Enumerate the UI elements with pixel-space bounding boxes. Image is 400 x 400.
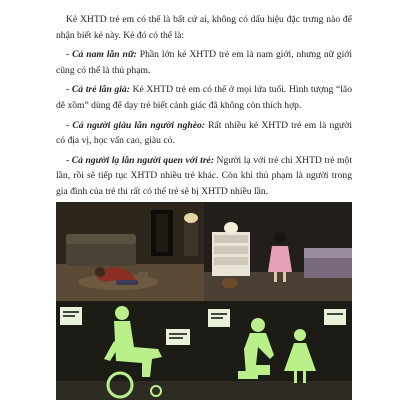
- list-item-lead: - Cả người giàu lẫn người nghèo:: [66, 119, 205, 131]
- list-item-lead: - Cả trẻ lẫn già:: [66, 84, 130, 96]
- list-item-familiarity: [56, 153, 352, 200]
- list-item-body: Người lạ với trẻ chỉ XHTD trẻ một lần, rồi sẽ tiếp tục XHTD nhiều trẻ khác. Còn khi thủ phạm là người trong gia đình của trẻ thì rất có thể trẻ sẽ bị XHTD nhiều lần.: [56, 154, 352, 197]
- wheelchair-silhouette-image: [56, 301, 204, 400]
- girl-in-bedroom-scene: [204, 202, 352, 301]
- list-item-wealth: [56, 118, 352, 149]
- kneeling-man-girl-silhouette-scene: [204, 301, 352, 400]
- kneeling-man-girl-silhouette-image: [204, 301, 352, 400]
- intro-paragraph: [56, 12, 352, 43]
- list-item-body: Phần lớn kẻ XHTD trẻ em là nam giới, nhưng nữ giới cũng có thể là thủ phạm.: [56, 49, 353, 76]
- wheelchair-silhouette-scene: [56, 301, 204, 400]
- article-text: [56, 12, 352, 204]
- list-item-body: Rất nhiều kẻ XHTD trẻ em là người có địa vị, học vấn cao, giàu có.: [56, 119, 352, 147]
- list-item-lead: - Cả nam lẫn nữ:: [66, 49, 137, 61]
- girl-in-bedroom-image: [204, 202, 352, 301]
- list-item-age: [56, 82, 352, 113]
- boy-on-floor-scene: [56, 202, 204, 301]
- illustration-collage: [56, 202, 352, 400]
- list-item-lead: - Cả người lạ lẫn người quen với trẻ:: [66, 154, 215, 166]
- intro-text: Kẻ XHTD trẻ em có thể là bất cứ ai, không có dấu hiệu đặc trưng nào để nhận biết kẻ này. Kẻ đó có thể là:: [56, 14, 352, 41]
- list-item-gender: [56, 47, 352, 78]
- boy-on-floor-image: [56, 202, 204, 301]
- list-item-body: Kẻ XHTD trẻ em có thể ở mọi lứa tuổi. Hình tượng “lão dê xồm” dùng để dạy trẻ biết cảnh giác đã không còn thích hợp.: [56, 84, 352, 111]
